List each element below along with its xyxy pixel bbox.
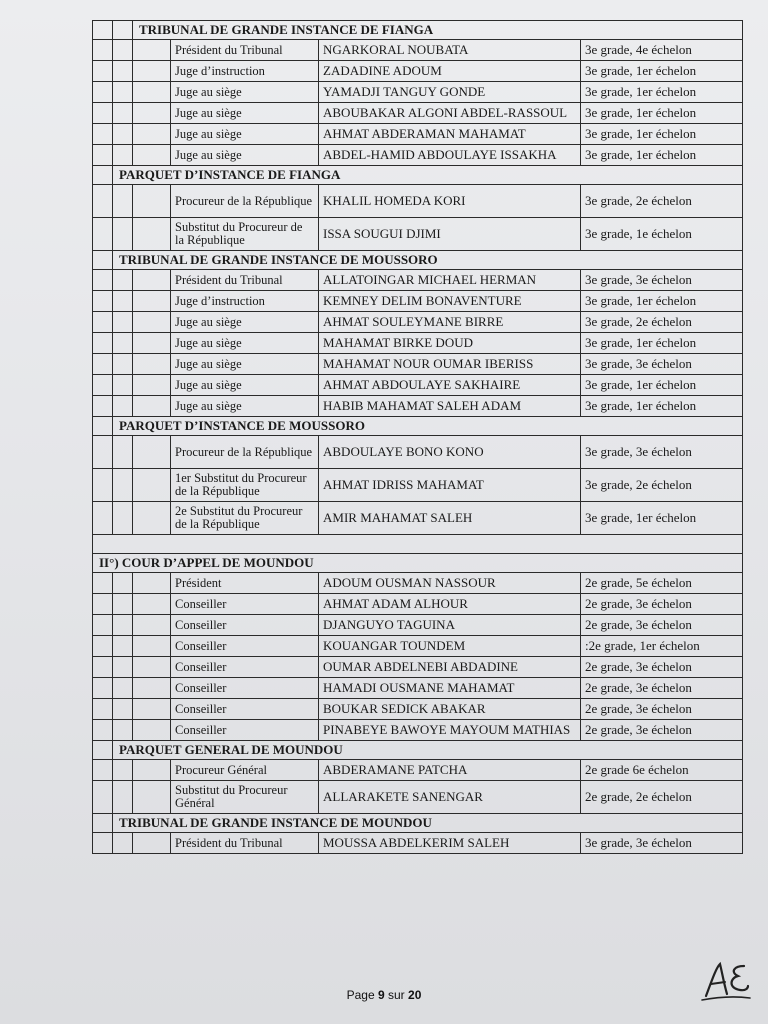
handwritten-initials: [700, 958, 752, 1002]
role-cell: Conseiller: [171, 720, 319, 741]
grade-cell: 3e grade, 2e échelon: [581, 185, 743, 218]
grade-cell: 3e grade, 1er échelon: [581, 124, 743, 145]
indent-cell: [113, 103, 133, 124]
section-header-row: [93, 417, 743, 436]
name-cell: AHMAT SOULEYMANE BIRRE: [319, 312, 581, 333]
section-header-row: [93, 741, 743, 760]
page-footer: [0, 988, 768, 1002]
role-cell: Juge au siège: [171, 354, 319, 375]
indent-cell: [113, 594, 133, 615]
table-row: [93, 185, 743, 218]
grade-cell: 2e grade, 2e échelon: [581, 781, 743, 814]
role-cell: Juge au siège: [171, 82, 319, 103]
name-cell: AHMAT IDRISS MAHAMAT: [319, 469, 581, 502]
indent-cell: [113, 833, 133, 854]
table-row: [93, 720, 743, 741]
name-cell: ADOUM OUSMAN NASSOUR: [319, 573, 581, 594]
spacer-cell: [93, 535, 743, 554]
name-cell: MAHAMAT NOUR OUMAR IBERISS: [319, 354, 581, 375]
indent-cell: [113, 145, 133, 166]
table-row: [93, 636, 743, 657]
indent-cell: [113, 21, 133, 40]
grade-cell: 3e grade, 2e échelon: [581, 469, 743, 502]
indent-cell: [113, 218, 133, 251]
grade-cell: 3e grade, 1er échelon: [581, 145, 743, 166]
indent-cell: [93, 760, 113, 781]
grade-cell: 3e grade, 1er échelon: [581, 291, 743, 312]
role-cell: Juge au siège: [171, 124, 319, 145]
table-row: [93, 833, 743, 854]
role-cell: 2e Substitut du Procureur de la République: [171, 502, 319, 535]
table-row: [93, 699, 743, 720]
name-cell: ABOUBAKAR ALGONI ABDEL-RASSOUL: [319, 103, 581, 124]
table-row: [93, 678, 743, 699]
table-row: [93, 657, 743, 678]
indent-cell: [113, 354, 133, 375]
indent-cell: [93, 657, 113, 678]
role-cell: Substitut du Procureur Général: [171, 781, 319, 814]
table-row: [93, 333, 743, 354]
table-row: [93, 502, 743, 535]
indent-cell: [133, 396, 171, 417]
grade-cell: 2e grade, 3e échelon: [581, 594, 743, 615]
table-row: [93, 469, 743, 502]
grade-cell: 2e grade, 3e échelon: [581, 678, 743, 699]
indent-cell: [93, 82, 113, 103]
table-row: [93, 760, 743, 781]
name-cell: ABDEL-HAMID ABDOULAYE ISSAKHA: [319, 145, 581, 166]
name-cell: KOUANGAR TOUNDEM: [319, 636, 581, 657]
footer-current-page: 9: [377, 988, 385, 1002]
table-row: [93, 61, 743, 82]
role-cell: Procureur Général: [171, 760, 319, 781]
indent-cell: [93, 21, 113, 40]
indent-cell: [133, 124, 171, 145]
indent-cell: [133, 145, 171, 166]
grade-cell: 2e grade 6e échelon: [581, 760, 743, 781]
indent-cell: [93, 333, 113, 354]
indent-cell: [133, 375, 171, 396]
indent-cell: [93, 270, 113, 291]
name-cell: ZADADINE ADOUM: [319, 61, 581, 82]
table-row: [93, 396, 743, 417]
indent-cell: [93, 185, 113, 218]
role-cell: Président du Tribunal: [171, 40, 319, 61]
grade-cell: 3e grade, 1er échelon: [581, 375, 743, 396]
name-cell: ABDERAMANE PATCHA: [319, 760, 581, 781]
section-header-row: [93, 21, 743, 40]
grade-cell: 3e grade, 1er échelon: [581, 82, 743, 103]
name-cell: OUMAR ABDELNEBI ABDADINE: [319, 657, 581, 678]
grade-cell: 3e grade, 3e échelon: [581, 270, 743, 291]
personnel-table: [92, 20, 743, 854]
indent-cell: [133, 833, 171, 854]
grade-cell: 2e grade, 3e échelon: [581, 699, 743, 720]
role-cell: Juge au siège: [171, 145, 319, 166]
indent-cell: [93, 615, 113, 636]
indent-cell: [93, 594, 113, 615]
table-row: [93, 218, 743, 251]
table-row: [93, 145, 743, 166]
grade-cell: 3e grade, 1e échelon: [581, 218, 743, 251]
indent-cell: [133, 699, 171, 720]
table-row: [93, 375, 743, 396]
name-cell: AHMAT ADAM ALHOUR: [319, 594, 581, 615]
grade-cell: 2e grade, 3e échelon: [581, 720, 743, 741]
table-row: [93, 124, 743, 145]
section-title: PARQUET D’INSTANCE DE MOUSSORO: [113, 417, 743, 436]
indent-cell: [113, 502, 133, 535]
table-row: [93, 291, 743, 312]
grade-cell: 3e grade, 3e échelon: [581, 436, 743, 469]
indent-cell: [113, 40, 133, 61]
footer-prefix: Page: [346, 988, 378, 1002]
indent-cell: [133, 103, 171, 124]
indent-cell: [113, 291, 133, 312]
role-cell: Président du Tribunal: [171, 833, 319, 854]
footer-separator: sur: [384, 988, 409, 1002]
indent-cell: [133, 312, 171, 333]
indent-cell: [93, 291, 113, 312]
table-row: [93, 270, 743, 291]
name-cell: AMIR MAHAMAT SALEH: [319, 502, 581, 535]
name-cell: ALLARAKETE SANENGAR: [319, 781, 581, 814]
role-cell: Conseiller: [171, 636, 319, 657]
role-cell: Juge au siège: [171, 333, 319, 354]
indent-cell: [133, 185, 171, 218]
section-header-row: [93, 814, 743, 833]
name-cell: PINABEYE BAWOYE MAYOUM MATHIAS: [319, 720, 581, 741]
indent-cell: [113, 124, 133, 145]
role-cell: Conseiller: [171, 699, 319, 720]
role-cell: Substitut du Procureur de la République: [171, 218, 319, 251]
indent-cell: [113, 436, 133, 469]
indent-cell: [93, 61, 113, 82]
name-cell: AHMAT ABDERAMAN MAHAMAT: [319, 124, 581, 145]
name-cell: MOUSSA ABDELKERIM SALEH: [319, 833, 581, 854]
table-row: [93, 781, 743, 814]
grade-cell: 3e grade, 1er échelon: [581, 502, 743, 535]
indent-cell: [93, 469, 113, 502]
role-cell: Conseiller: [171, 594, 319, 615]
grade-cell: 3e grade, 1er échelon: [581, 103, 743, 124]
indent-cell: [113, 720, 133, 741]
footer-total-pages: 20: [408, 988, 422, 1002]
indent-cell: [113, 375, 133, 396]
indent-cell: [93, 354, 113, 375]
section-header-row: [93, 554, 743, 573]
name-cell: DJANGUYO TAGUINA: [319, 615, 581, 636]
indent-cell: [113, 396, 133, 417]
indent-cell: [93, 814, 113, 833]
section-header-row: [93, 166, 743, 185]
role-cell: Président du Tribunal: [171, 270, 319, 291]
role-cell: 1er Substitut du Procureur de la République: [171, 469, 319, 502]
grade-cell: 3e grade, 1er échelon: [581, 61, 743, 82]
indent-cell: [93, 573, 113, 594]
name-cell: NGARKORAL NOUBATA: [319, 40, 581, 61]
indent-cell: [93, 40, 113, 61]
spacer-row: [93, 535, 743, 554]
name-cell: KHALIL HOMEDA KORI: [319, 185, 581, 218]
indent-cell: [93, 124, 113, 145]
indent-cell: [93, 396, 113, 417]
indent-cell: [113, 469, 133, 502]
indent-cell: [93, 218, 113, 251]
indent-cell: [133, 657, 171, 678]
indent-cell: [133, 354, 171, 375]
role-cell: Conseiller: [171, 615, 319, 636]
name-cell: KEMNEY DELIM BONAVENTURE: [319, 291, 581, 312]
table-row: [93, 436, 743, 469]
name-cell: BOUKAR SEDICK ABAKAR: [319, 699, 581, 720]
indent-cell: [93, 636, 113, 657]
indent-cell: [93, 781, 113, 814]
indent-cell: [133, 760, 171, 781]
indent-cell: [93, 417, 113, 436]
indent-cell: [133, 502, 171, 535]
indent-cell: [113, 636, 133, 657]
name-cell: AHMAT ABDOULAYE SAKHAIRE: [319, 375, 581, 396]
table-row: [93, 615, 743, 636]
role-cell: Conseiller: [171, 657, 319, 678]
indent-cell: [113, 82, 133, 103]
role-cell: Président: [171, 573, 319, 594]
indent-cell: [133, 218, 171, 251]
indent-cell: [113, 270, 133, 291]
indent-cell: [133, 678, 171, 699]
indent-cell: [133, 436, 171, 469]
indent-cell: [133, 333, 171, 354]
role-cell: Juge au siège: [171, 103, 319, 124]
grade-cell: 3e grade, 4e échelon: [581, 40, 743, 61]
table-row: [93, 573, 743, 594]
grade-cell: 3e grade, 1er échelon: [581, 333, 743, 354]
table-row: [93, 594, 743, 615]
section-title: TRIBUNAL DE GRANDE INSTANCE DE MOUNDOU: [113, 814, 743, 833]
indent-cell: [93, 678, 113, 699]
indent-cell: [133, 469, 171, 502]
table-row: [93, 82, 743, 103]
section-title: PARQUET D’INSTANCE DE FIANGA: [113, 166, 743, 185]
indent-cell: [93, 103, 113, 124]
indent-cell: [133, 40, 171, 61]
indent-cell: [113, 61, 133, 82]
grade-cell: 3e grade, 3e échelon: [581, 833, 743, 854]
grade-cell: 2e grade, 3e échelon: [581, 657, 743, 678]
indent-cell: [113, 573, 133, 594]
indent-cell: [93, 720, 113, 741]
indent-cell: [133, 61, 171, 82]
indent-cell: [113, 760, 133, 781]
indent-cell: [93, 312, 113, 333]
grade-cell: 3e grade, 2e échelon: [581, 312, 743, 333]
indent-cell: [113, 781, 133, 814]
role-cell: Juge au siège: [171, 312, 319, 333]
section-title: II°) COUR D’APPEL DE MOUNDOU: [93, 554, 743, 573]
indent-cell: [133, 594, 171, 615]
indent-cell: [133, 636, 171, 657]
section-title: PARQUET GENERAL DE MOUNDOU: [113, 741, 743, 760]
grade-cell: 3e grade, 3e échelon: [581, 354, 743, 375]
table-row: [93, 312, 743, 333]
indent-cell: [93, 436, 113, 469]
indent-cell: [133, 781, 171, 814]
indent-cell: [133, 573, 171, 594]
indent-cell: [93, 251, 113, 270]
grade-cell: 2e grade, 5e échelon: [581, 573, 743, 594]
name-cell: ISSA SOUGUI DJIMI: [319, 218, 581, 251]
indent-cell: [113, 312, 133, 333]
indent-cell: [133, 82, 171, 103]
indent-cell: [93, 166, 113, 185]
indent-cell: [93, 375, 113, 396]
indent-cell: [113, 615, 133, 636]
name-cell: HAMADI OUSMANE MAHAMAT: [319, 678, 581, 699]
name-cell: ALLATOINGAR MICHAEL HERMAN: [319, 270, 581, 291]
indent-cell: [133, 270, 171, 291]
indent-cell: [133, 720, 171, 741]
indent-cell: [113, 678, 133, 699]
indent-cell: [113, 699, 133, 720]
grade-cell: 3e grade, 1er échelon: [581, 396, 743, 417]
grade-cell: 2e grade, 3e échelon: [581, 615, 743, 636]
section-title: TRIBUNAL DE GRANDE INSTANCE DE FIANGA: [133, 21, 743, 40]
indent-cell: [93, 833, 113, 854]
indent-cell: [93, 741, 113, 760]
table-row: [93, 103, 743, 124]
indent-cell: [133, 615, 171, 636]
section-title: TRIBUNAL DE GRANDE INSTANCE DE MOUSSORO: [113, 251, 743, 270]
role-cell: Juge d’instruction: [171, 291, 319, 312]
name-cell: HABIB MAHAMAT SALEH ADAM: [319, 396, 581, 417]
role-cell: Juge d’instruction: [171, 61, 319, 82]
indent-cell: [93, 502, 113, 535]
section-header-row: [93, 251, 743, 270]
role-cell: Juge au siège: [171, 396, 319, 417]
indent-cell: [93, 145, 113, 166]
indent-cell: [113, 333, 133, 354]
indent-cell: [133, 291, 171, 312]
name-cell: ABDOULAYE BONO KONO: [319, 436, 581, 469]
role-cell: Conseiller: [171, 678, 319, 699]
name-cell: MAHAMAT BIRKE DOUD: [319, 333, 581, 354]
role-cell: Procureur de la République: [171, 185, 319, 218]
grade-cell: :2e grade, 1er échelon: [581, 636, 743, 657]
indent-cell: [93, 699, 113, 720]
table-row: [93, 40, 743, 61]
indent-cell: [113, 657, 133, 678]
role-cell: Juge au siège: [171, 375, 319, 396]
role-cell: Procureur de la République: [171, 436, 319, 469]
indent-cell: [113, 185, 133, 218]
table-row: [93, 354, 743, 375]
name-cell: YAMADJI TANGUY GONDE: [319, 82, 581, 103]
